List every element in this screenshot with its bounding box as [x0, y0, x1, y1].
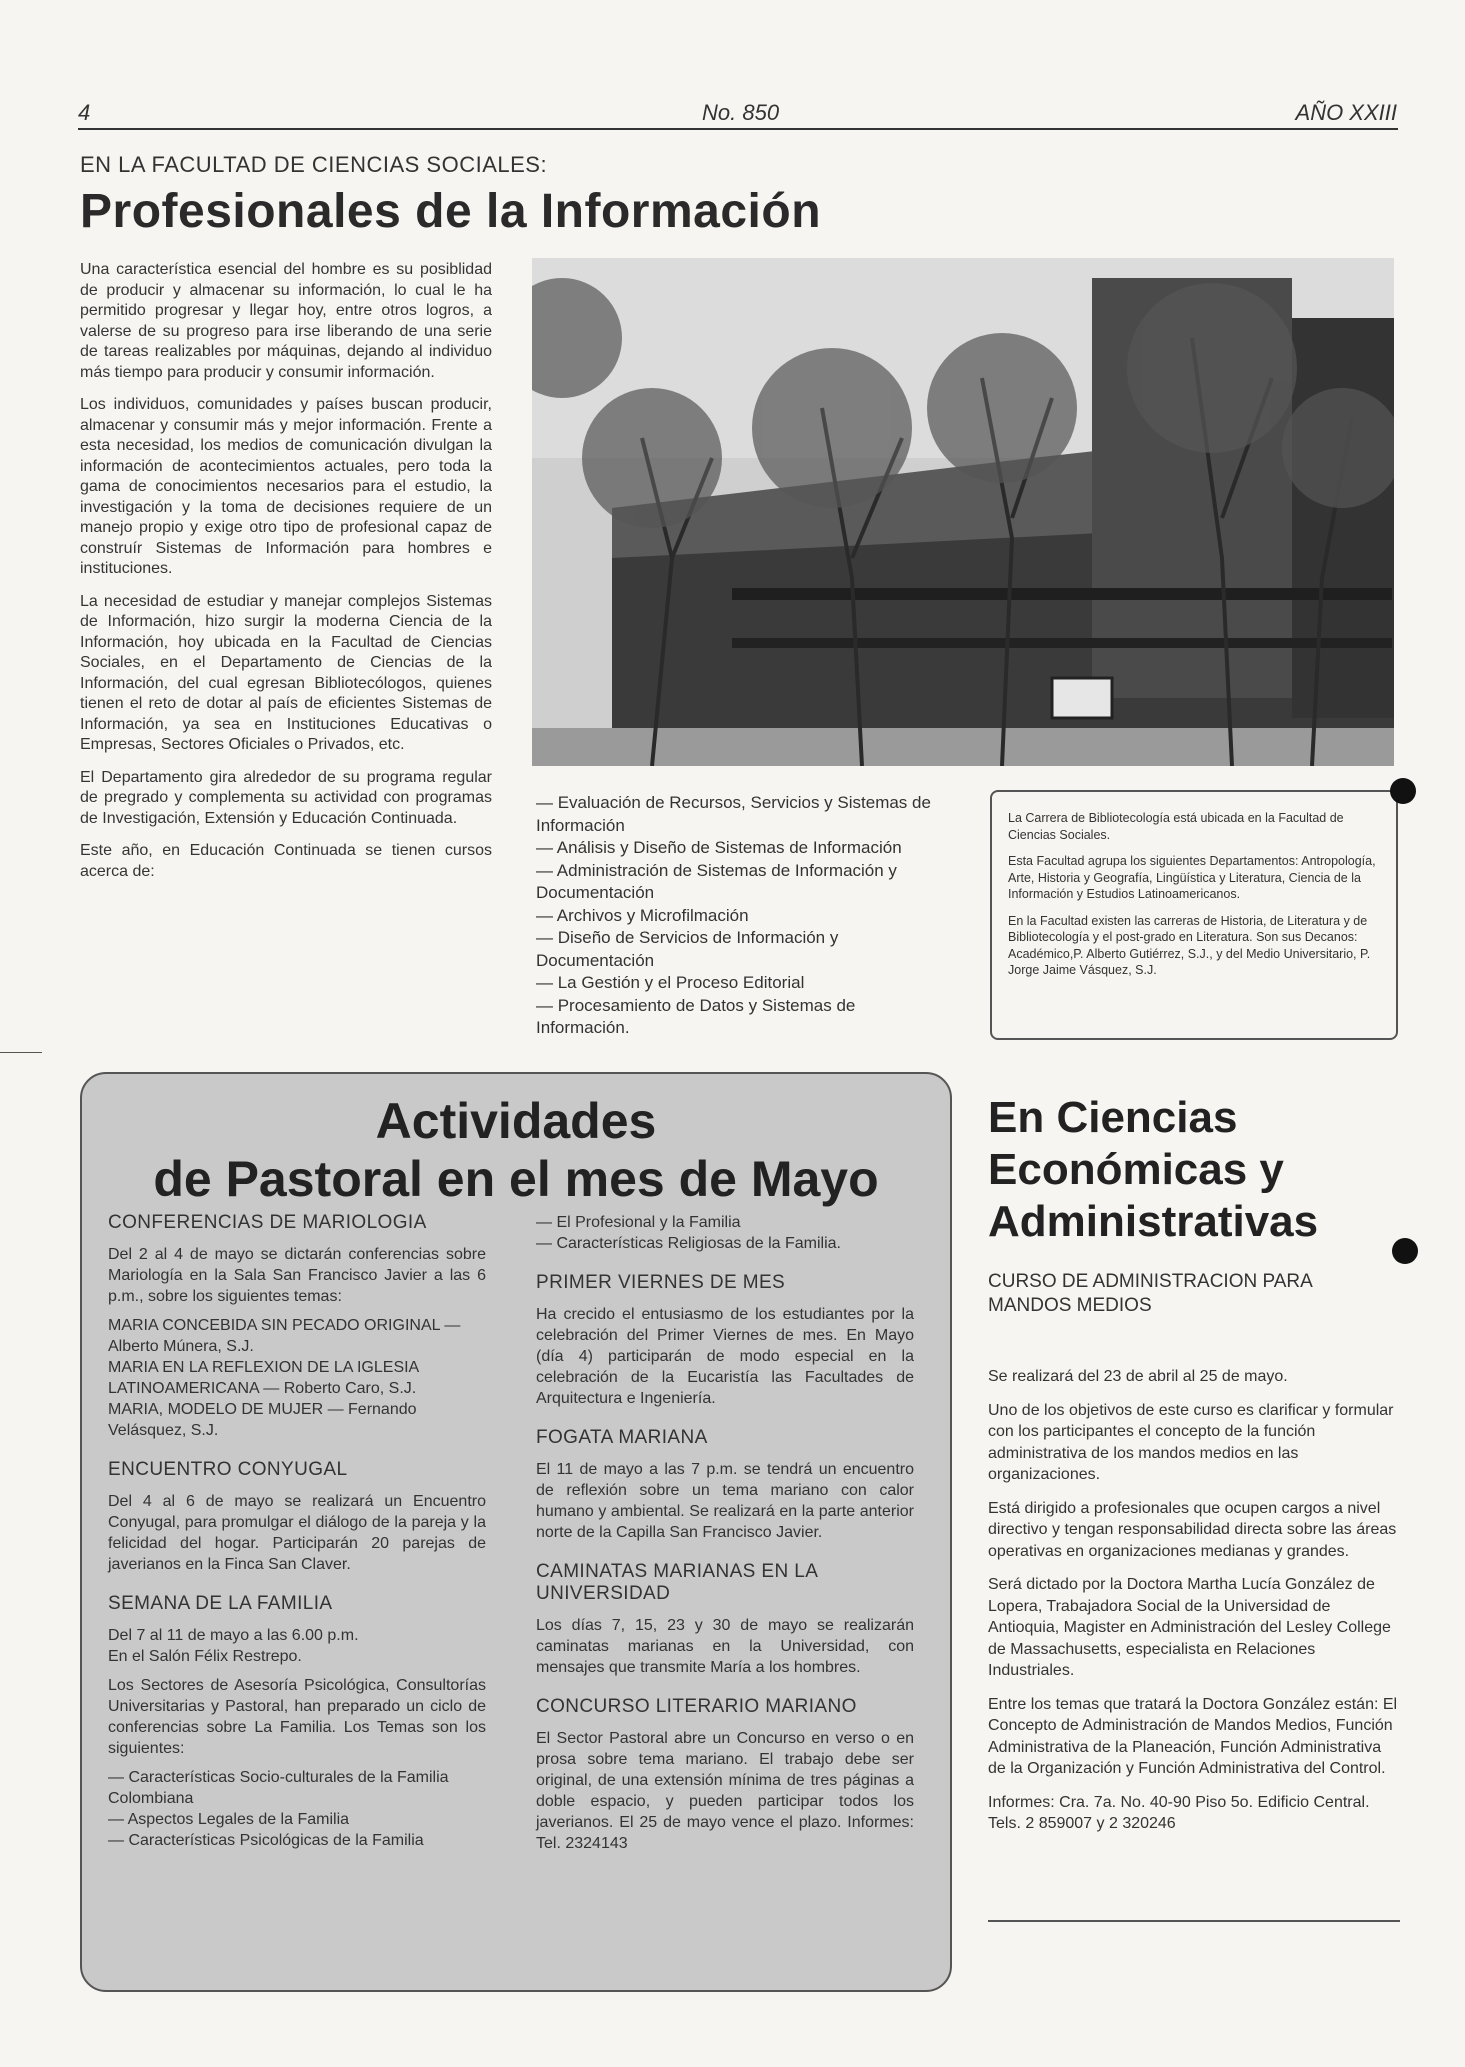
section-text: El Sector Pastoral abre un Concurso en verso o en prosa sobre tema mariano. El trabajo debe ser original, de una extensión mínima de tres páginas a doble espacio, y pueden participar todos los javerianos. El 25 de mayo vence el plazo. Informes: Tel. 2324143: [536, 1730, 914, 1852]
economicas-title-line1: En Ciencias: [988, 1093, 1238, 1142]
topic-item: — El Profesional y la Familia: [536, 1214, 741, 1231]
pastoral-column-right: [536, 1212, 914, 1862]
course-item: — Diseño de Servicios de Información y Documentación: [536, 928, 839, 970]
margin-mark: [0, 1052, 42, 1053]
section-text: En el Salón Félix Restrepo.: [108, 1648, 302, 1665]
pastoral-title-line1: Actividades: [375, 1093, 657, 1149]
section-text: El 11 de mayo a las 7 p.m. se tendrá un encuentro de reflexión sobre un tema mariano con calor humano y ambiental. Se realizará en la parte anterior norte de la Capilla San Francisco Javier.: [536, 1461, 914, 1541]
article-paragraph: Este año, en Educación Continuada se tienen cursos acerca de:: [80, 842, 492, 880]
section-heading: ENCUENTRO CONYUGAL: [108, 1459, 348, 1480]
section-heading: SEMANA DE LA FAMILIA: [108, 1593, 333, 1614]
course-item: — Evaluación de Recursos, Servicios y Sistemas de Información: [536, 793, 931, 835]
section-text: Del 4 al 6 de mayo se realizará un Encuentro Conyugal, para promulgar el diálogo de la pareja y la felicidad del hogar. Participarán 20 parejas de javerianos en la Finca San Claver.: [108, 1493, 486, 1573]
course-item: — La Gestión y el Proceso Editorial: [536, 973, 805, 992]
section-heading: PRIMER VIERNES DE MES: [536, 1272, 786, 1293]
economicas-rule: [988, 1920, 1400, 1922]
article-paragraph: Los individuos, comunidades y países buscan producir, almacenar y consumir más y mejor información. Frente a esta necesidad, los medios de comunicación divulgan la información de acontecimientos actuales, pero toda la gama de conocimientos necesarios para el estudio, la investigación y la toma de decisiones requiere de un manejo propio y exige otro tipo de profesional capaz de construír Sistemas de Información para hombres e instituciones.: [80, 396, 492, 577]
faculty-building-photo: [532, 258, 1394, 766]
article-paragraph: El Departamento gira alrededor de su programa regular de pregrado y complementa su actividad con programas de Investigación, Extensión y Educación Continuada.: [80, 768, 492, 827]
section-heading: CONCURSO LITERARIO MARIANO: [536, 1696, 857, 1717]
topic-item: MARIA, MODELO DE MUJER — Fernando Velásquez, S.J.: [108, 1401, 417, 1439]
course-item: — Archivos y Microfilmación: [536, 905, 749, 925]
section-text: Del 2 al 4 de mayo se dictarán conferencias sobre Mariología en la Sala San Francisco Javier a las 6 p.m., sobre los siguientes temas:: [108, 1246, 486, 1305]
pastoral-title: [80, 1092, 952, 1208]
section-text: Ha crecido el entusiasmo de los estudiantes por la celebración del Primer Viernes de mes. En Mayo (día 4) participarán de modo especial en la celebración de la Eucaristía las Facultades de Arquitectura e Ingeniería.: [536, 1306, 914, 1407]
binding-hole-mark: [1392, 1238, 1418, 1264]
economicas-paragraph: Entre los temas que tratará la Doctora González están: El Concepto de Administración de Mandos Medios, Función Administrativa de la Planeación, Función Administrativa de la Organización y Función Administrativa del Control.: [988, 1695, 1398, 1777]
section-text: Los Sectores de Asesoría Psicológica, Consultorías Universitarias y Pastoral, han preparado un ciclo de conferencias sobre La Familia. Los Temas son los siguientes:: [108, 1677, 486, 1757]
economicas-paragraph: Uno de los objetivos de este curso es clarificar y formular con los participantes el concepto de la función administrativa de los mandos medios en las organizaciones.: [988, 1401, 1394, 1483]
header-rule: [78, 128, 1398, 130]
section-heading: CONFERENCIAS DE MARIOLOGIA: [108, 1212, 427, 1233]
economicas-paragraph: Está dirigido a profesionales que ocupen cargos a nivel directivo y tengan responsabilidad directa sobre las áreas operativas en organizaciones medianas y grandes.: [988, 1499, 1397, 1560]
box-paragraph: Esta Facultad agrupa los siguientes Departamentos: Antropología, Arte, Historia y Geografía, Lingüística y Literatura, Ciencia de la Información y Estudios Latinoamericanos.: [1008, 854, 1376, 901]
economicas-paragraph: Será dictado por la Doctora Martha Lucía González de Lopera, Trabajadora Social de la Universidad de Antioquia, Magister en Administración del Lesley College de Massachusetts, especialista en Relaciones Industriales.: [988, 1576, 1391, 1679]
family-topics: [108, 1767, 486, 1851]
economicas-paragraph: Se realizará del 23 de abril al 25 de mayo.: [988, 1368, 1288, 1385]
topic-item: — Aspectos Legales de la Familia: [108, 1811, 350, 1828]
box-paragraph: La Carrera de Bibliotecología está ubicada en la Facultad de Ciencias Sociales.: [1008, 811, 1344, 842]
topic-item: MARIA EN LA REFLEXION DE LA IGLESIA LATINOAMERICANA — Roberto Caro, S.J.: [108, 1359, 419, 1397]
volume-year: AÑO XXIII: [1295, 100, 1397, 125]
topic-item: — Características Religiosas de la Familia.: [536, 1235, 841, 1252]
topic-item: — Características Psicológicas de la Familia: [108, 1832, 424, 1849]
binding-hole-mark: [1390, 778, 1416, 804]
economicas-body: [988, 1366, 1400, 1847]
article-paragraph: La necesidad de estudiar y manejar complejos Sistemas de Información, hizo surgir la moderna Ciencia de la Información, hoy ubicada en la Facultad de Ciencias Sociales, en el Departamento de Ciencias de la Información, del cual egresan Bibliotecólogos, quienes tienen el reto de dotar al país de eficientes Sistemas de Información, ya sea en Instituciones Educativas o Empresas, Sectores Oficiales o Privados, etc.: [80, 592, 492, 753]
section-heading: CAMINATAS MARIANAS EN LA UNIVERSIDAD: [536, 1561, 818, 1604]
pastoral-column-left: [108, 1212, 486, 1851]
section-text: Los días 7, 15, 23 y 30 de mayo se realizarán caminatas marianas en la Universidad, con mensajes que transmite María a los hombres.: [536, 1617, 914, 1676]
topic-item: MARIA CONCEBIDA SIN PECADO ORIGINAL — Alberto Múnera, S.J.: [108, 1317, 461, 1355]
course-item: — Análisis y Diseño de Sistemas de Información: [536, 838, 902, 857]
topic-item: — Características Socio-culturales de la Familia Colombiana: [108, 1769, 449, 1807]
article-title: Profesionales de la Información: [80, 185, 822, 238]
family-topics-continued: [536, 1212, 914, 1254]
course-item: — Procesamiento de Datos y Sistemas de Información.: [536, 995, 856, 1037]
issue-number: No. 850: [702, 100, 780, 125]
article-body: [80, 260, 492, 894]
section-heading: FOGATA MARIANA: [536, 1427, 708, 1448]
faculty-info-box: [990, 790, 1398, 1040]
building-illustration: [532, 258, 1394, 766]
economicas-subtitle: CURSO DE ADMINISTRACION PARA MANDOS MEDIOS: [988, 1271, 1312, 1316]
course-item: — Administración de Sistemas de Información y Documentación: [536, 860, 897, 902]
economicas-paragraph: Informes: Cra. 7a. No. 40-90 Piso 5o. Edificio Central. Tels. 2 859007 y 2 320246: [988, 1793, 1370, 1832]
article-kicker: EN LA FACULTAD DE CIENCIAS SOCIALES:: [80, 152, 548, 177]
article-paragraph: Una característica esencial del hombre es su posiblidad de producir y almacenar su información, lo cual le ha permitido progresar y llegar hoy, entre otros logros, a valerse de su progreso para irse liberando de una serie de tareas realizables por máquinas, dejando al individuo más tiempo para producir y consumir información.: [80, 261, 492, 381]
economicas-title: [988, 1092, 1408, 1248]
economicas-title-line2: Económicas y: [988, 1145, 1284, 1194]
page-number: 4: [78, 100, 91, 125]
courses-list: [536, 792, 952, 1040]
box-paragraph: En la Facultad existen las carreras de Historia, de Literatura y de Bibliotecología y el post-grado en Literatura. Son sus Decanos: Académico,P. Alberto Gutiérrez, S.J., y del Medio Universitario, P. Jorge Jaime Vásquez, S.J.: [1008, 913, 1371, 977]
pastoral-title-line2: de Pastoral en el mes de Mayo: [153, 1151, 879, 1207]
section-text: Del 7 al 11 de mayo a las 6.00 p.m.: [108, 1627, 359, 1644]
economicas-title-line3: Administrativas: [988, 1197, 1319, 1246]
